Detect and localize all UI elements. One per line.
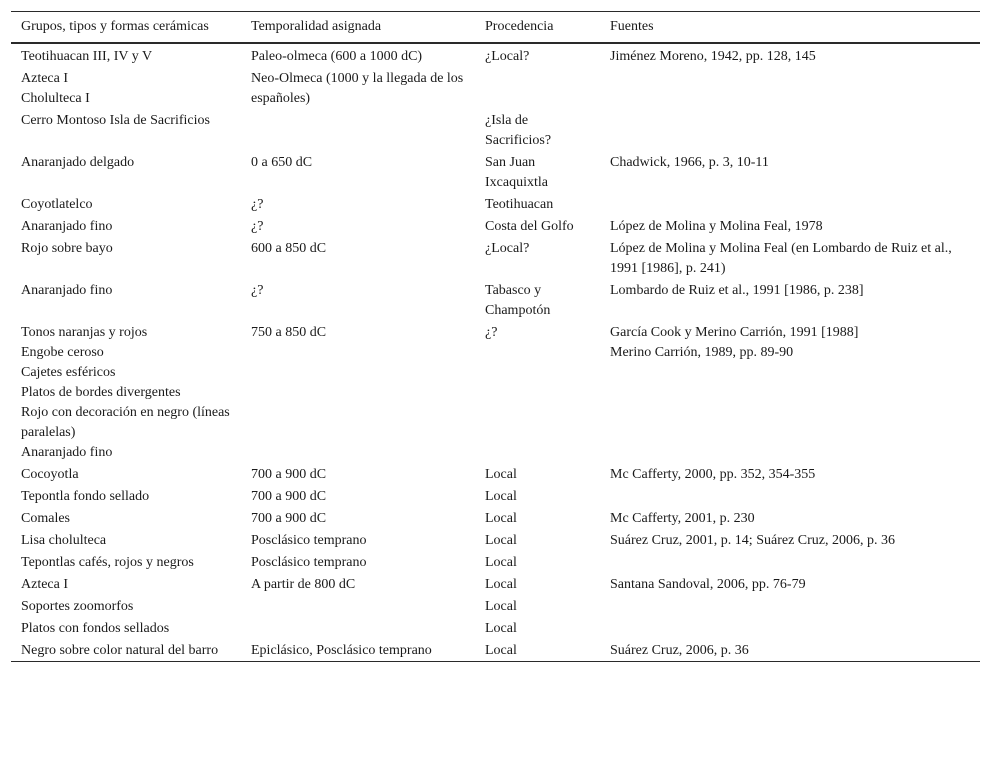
fuente-line: López de Molina y Molina Feal, 1978 — [610, 219, 823, 234]
cell-temporalidad: 600 a 850 dC — [251, 241, 327, 256]
table-row — [11, 152, 980, 194]
cell-fuentes — [600, 530, 980, 552]
cell-procedencia: Local — [485, 643, 517, 658]
cell-fuentes — [600, 508, 980, 530]
grupo-line: Negro sobre color natural del barro — [21, 643, 219, 658]
cell-fuentes — [600, 194, 980, 216]
fuente-line: Lombardo de Ruiz et al., 1991 [1986, p. 238] — [610, 283, 864, 298]
fuente-line: Suárez Cruz, 2006, p. 36 — [610, 643, 749, 658]
cell-temporalidad — [241, 596, 475, 618]
cell-procedencia: Local — [485, 577, 517, 592]
cell-grupo — [11, 464, 241, 486]
grupo-line: Anaranjado fino — [21, 219, 113, 234]
fuente-line: García Cook y Merino Carrión, 1991 [1988] — [610, 325, 859, 340]
cell-procedencia: Local — [485, 467, 517, 482]
grupo-line: Tonos naranjas y rojos — [21, 325, 148, 340]
grupo-line: Platos con fondos sellados — [21, 621, 170, 636]
cell-procedencia: Costa del Golfo — [485, 219, 574, 234]
cell-grupo — [11, 110, 241, 152]
fuente-line: Chadwick, 1966, p. 3, 10-11 — [610, 155, 769, 170]
cell-grupo — [11, 68, 241, 110]
table-row — [11, 508, 980, 530]
cell-procedencia: Local — [485, 533, 517, 548]
grupo-line: Anaranjado fino — [21, 283, 113, 298]
cell-temporalidad: Posclásico temprano — [251, 555, 367, 570]
cell-fuentes — [600, 464, 980, 486]
cell-temporalidad: Paleo-olmeca (600 a 1000 dC) — [251, 49, 423, 64]
cell-temporalidad: Epiclásico, Posclásico temprano — [251, 643, 432, 658]
cell-procedencia: Tabasco y Champotón — [485, 283, 551, 318]
fuente-line: Mc Cafferty, 2000, pp. 352, 354-355 — [610, 467, 816, 482]
cell-fuentes — [600, 322, 980, 464]
table-row — [11, 68, 980, 110]
cell-temporalidad: 0 a 650 dC — [251, 155, 313, 170]
cell-fuentes — [600, 110, 980, 152]
header-fuentes: Fuentes — [600, 12, 980, 44]
ceramics-table-container — [11, 11, 980, 662]
cell-temporalidad: ¿? — [251, 197, 264, 212]
table-row — [11, 238, 980, 280]
grupo-line: Cerro Montoso Isla de Sacrificios — [21, 113, 210, 128]
cell-temporalidad: 700 a 900 dC — [251, 467, 327, 482]
fuente-line: Suárez Cruz, 2001, p. 14; Suárez Cruz, 2006, p. 36 — [610, 533, 895, 548]
table-row — [11, 530, 980, 552]
cell-grupo — [11, 152, 241, 194]
grupo-line: Platos de bordes divergentes — [21, 385, 181, 400]
table-row — [11, 322, 980, 464]
grupo-line: Anaranjado delgado — [21, 155, 135, 170]
grupo-line: Engobe ceroso — [21, 345, 104, 360]
table-row — [11, 618, 980, 640]
cell-temporalidad: Neo-Olmeca (1000 y la llegada de los españoles) — [251, 71, 464, 106]
cell-grupo — [11, 508, 241, 530]
header-row — [11, 12, 980, 44]
ceramics-table — [11, 11, 980, 662]
grupo-line: Tepontla fondo sellado — [21, 489, 150, 504]
cell-grupo — [11, 574, 241, 596]
grupo-line: Comales — [21, 511, 70, 526]
grupo-line: Coyotlatelco — [21, 197, 93, 212]
cell-procedencia: Local — [485, 621, 517, 636]
table-row — [11, 464, 980, 486]
cell-procedencia: ¿Local? — [485, 49, 530, 64]
cell-temporalidad: ¿? — [251, 283, 264, 298]
grupo-line: Azteca I — [21, 577, 69, 592]
grupo-line: Soportes zoomorfos — [21, 599, 134, 614]
cell-fuentes — [600, 574, 980, 596]
table-row — [11, 552, 980, 574]
table-row — [11, 43, 980, 68]
cell-grupo — [11, 596, 241, 618]
cell-procedencia: Local — [485, 555, 517, 570]
grupo-line: Rojo sobre bayo — [21, 241, 113, 256]
cell-fuentes — [600, 552, 980, 574]
grupo-line: Azteca I — [21, 71, 69, 86]
cell-fuentes — [600, 216, 980, 238]
grupo-line: Cholulteca I — [21, 91, 90, 106]
cell-grupo — [11, 194, 241, 216]
cell-temporalidad: 750 a 850 dC — [251, 325, 327, 340]
cell-grupo — [11, 640, 241, 662]
grupo-line: Anaranjado fino — [21, 445, 113, 460]
cell-temporalidad: 700 a 900 dC — [251, 489, 327, 504]
fuente-line: Mc Cafferty, 2001, p. 230 — [610, 511, 755, 526]
grupo-line: Cocoyotla — [21, 467, 79, 482]
cell-grupo — [11, 238, 241, 280]
cell-fuentes — [600, 280, 980, 322]
table-row — [11, 640, 980, 662]
grupo-line: Rojo con decoración en negro (líneas paralelas) — [21, 405, 230, 440]
cell-temporalidad — [241, 618, 475, 640]
table-row — [11, 280, 980, 322]
cell-grupo — [11, 43, 241, 68]
table-header — [11, 12, 980, 44]
fuente-line: López de Molina y Molina Feal (en Lombardo de Ruiz et al., 1991 [1986], p. 241) — [610, 241, 952, 276]
cell-procedencia: ¿Isla de Sacrificios? — [485, 113, 552, 148]
grupo-line: Teotihuacan III, IV y V — [21, 49, 153, 64]
table-row — [11, 194, 980, 216]
grupo-line: Lisa cholulteca — [21, 533, 107, 548]
table-row — [11, 110, 980, 152]
table-row — [11, 486, 980, 508]
cell-procedencia: Local — [485, 489, 517, 504]
cell-grupo — [11, 618, 241, 640]
cell-fuentes — [600, 640, 980, 662]
cell-grupo — [11, 552, 241, 574]
cell-grupo — [11, 486, 241, 508]
cell-fuentes — [600, 486, 980, 508]
header-procedencia: Procedencia — [475, 12, 600, 44]
cell-grupo — [11, 530, 241, 552]
cell-temporalidad — [241, 110, 475, 152]
table-row — [11, 216, 980, 238]
cell-temporalidad: ¿? — [251, 219, 264, 234]
cell-procedencia — [475, 68, 600, 110]
cell-grupo — [11, 216, 241, 238]
grupo-line: Tepontlas cafés, rojos y negros — [21, 555, 194, 570]
table-row — [11, 596, 980, 618]
cell-procedencia: Local — [485, 599, 517, 614]
cell-fuentes — [600, 68, 980, 110]
cell-procedencia: ¿? — [485, 325, 498, 340]
cell-fuentes — [600, 596, 980, 618]
fuente-line: Merino Carrión, 1989, pp. 89-90 — [610, 345, 794, 360]
cell-procedencia: Teotihuacan — [485, 197, 554, 212]
cell-procedencia: Local — [485, 511, 517, 526]
header-grupos: Grupos, tipos y formas cerámicas — [11, 12, 241, 44]
cell-temporalidad: Posclásico temprano — [251, 533, 367, 548]
grupo-line: Cajetes esféricos — [21, 365, 116, 380]
cell-grupo — [11, 280, 241, 322]
cell-fuentes — [600, 152, 980, 194]
table-body — [11, 43, 980, 662]
header-temporalidad: Temporalidad asignada — [241, 12, 475, 44]
cell-fuentes — [600, 238, 980, 280]
fuente-line: Santana Sandoval, 2006, pp. 76-79 — [610, 577, 806, 592]
cell-temporalidad: A partir de 800 dC — [251, 577, 356, 592]
cell-procedencia: San Juan Ixcaquixtla — [485, 155, 548, 190]
fuente-line: Jiménez Moreno, 1942, pp. 128, 145 — [610, 49, 816, 64]
cell-procedencia: ¿Local? — [485, 241, 530, 256]
cell-fuentes — [600, 618, 980, 640]
cell-grupo — [11, 322, 241, 464]
cell-fuentes — [600, 43, 980, 68]
table-row — [11, 574, 980, 596]
cell-temporalidad: 700 a 900 dC — [251, 511, 327, 526]
